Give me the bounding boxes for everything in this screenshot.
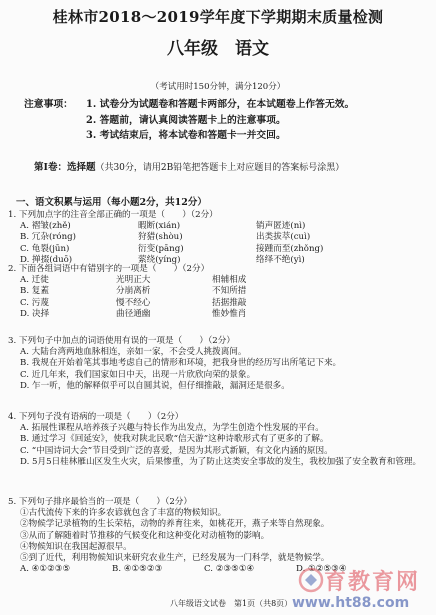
question-4 (8, 412, 428, 468)
option-cell: B. 复蓋 (20, 286, 49, 297)
option-row (8, 309, 428, 320)
question-3 (8, 336, 428, 392)
option: D. 5月5日桂林雁山区发生火灾，后果惨重，为了防止这类安全事故的发生，我校加强了安全教育和管理。 (20, 456, 422, 467)
watermark-url: www.ht88.com (292, 595, 410, 611)
page-footer (170, 598, 292, 609)
question-stem: 1. 下列加点字的注音全部正确的一项是（ ）（2分） (8, 210, 218, 220)
option-cell: 暇断(xián) (138, 221, 181, 232)
exam-title: 桂林市2018～2019学年度下学期期末质量检测 (52, 8, 384, 26)
question-stem: 4. 下列句子没有语病的一项是（ ）（2分） (8, 412, 184, 422)
notice-label: 注意事项： (24, 99, 73, 110)
sentence: ①古代流传下来的许多农谚就包含了丰富的物候知识。 (20, 508, 227, 519)
volume1-instruction: （共30分，请用2B铅笔把答题卡上对应题目的答案标号涂黑） (95, 163, 345, 173)
option-cell: B. 冗杂(róng) (20, 232, 76, 243)
sentence: ⑤到了近代，利用物候知识来研究农业生产，已经发展为一门科学，就是物候学。 (20, 553, 330, 564)
option: C. “中国诗词大会”节目受到广泛的喜爱，是因为其形式新颖，有文化内涵的原因。 (20, 445, 333, 456)
option: C. 近几年来，我们国家如日中天，出现一片欣欣向荣的景象。 (20, 369, 256, 380)
answer-option: D. ①②⑤③④ (296, 564, 347, 575)
answer-option: C. ②③⑤①④ (204, 564, 255, 575)
option-row (8, 232, 428, 243)
question-5 (8, 497, 428, 575)
question-stem: 2. 下面各组词语中有错别字的一项是（ ）（2分） (8, 264, 210, 274)
option-cell: 萦绕(yíng) (138, 254, 181, 265)
footer-label: 八年级语文试卷 (170, 599, 226, 608)
option-cell: C. 污蔑 (20, 297, 49, 308)
answer-option: B. ④①⑤②③ (112, 564, 163, 575)
option-cell: 慢不经心 (116, 297, 151, 308)
option-cell: 接踵而至(zhǒng) (256, 243, 324, 254)
answer-row (8, 564, 428, 575)
sentence: ③从而了解随着时节推移的气候变化和这种变化对动植物的影响。 (20, 530, 270, 541)
option-row (8, 298, 428, 309)
time-info: （考试用时150分钟，满分120分） (150, 82, 286, 92)
option-row (8, 286, 428, 297)
volume1-title: 第Ⅰ卷：选择题 (34, 162, 96, 173)
sentence: ④物候知识在我国起源很早。 (20, 541, 132, 552)
option: A. 大陆台湾两地血脉相连，亲如一家，不会受人挑拨离间。 (20, 347, 247, 358)
option-cell: A. 迁徙 (20, 275, 49, 286)
option: D. 乍一听，他的解释似乎可以自圆其说，但仔细推敲，漏洞还是很多。 (20, 380, 290, 391)
option: A. 拓展性课程从培养孩子兴趣与特长作为出发点，为学生创造个性发展的平台。 (20, 423, 324, 434)
notice-item: 3. 考试结束后，将本试卷和答题卡一并交回。 (86, 130, 286, 141)
option-cell: D. 掸掇(duō) (20, 254, 73, 265)
option-cell: 络绎不绝(yì) (256, 254, 305, 265)
watermark-text: 育教育网 (324, 570, 421, 595)
option-cell: 惟妙惟肖 (212, 308, 247, 319)
option-cell: 出类拔萃(cuì) (256, 232, 311, 243)
option-row (8, 221, 428, 232)
question-stem: 5. 下列句子排序最恰当的一项是（ ）（2分） (8, 497, 192, 507)
option-row (8, 244, 428, 255)
question-1 (8, 210, 428, 266)
option-cell: 狩猎(shòu) (138, 232, 183, 243)
option: B. 我规在开始着笔其事地考虑自己的情形和环境，把我身世的经历写出所笔记下来。 (20, 358, 342, 369)
option-cell: D. 决择 (20, 308, 50, 319)
sentence: ②物候学记录植物的生长荣枯，动物的养育往来，如桃花开，燕子来等自然现象。 (20, 519, 330, 530)
option-cell: C. 龟裂(jūn) (20, 243, 70, 254)
option-cell: 分崩离析 (116, 286, 151, 297)
option-cell: 不知所措 (212, 286, 247, 297)
volume1-heading (34, 159, 430, 173)
notice-item: 2. 答题前，请认真阅读答题卡上的注意事项。 (86, 114, 286, 126)
page-number: 第1页（共8页） (234, 599, 293, 608)
question-stem: 3. 下列句子中加点的词语使用有误的一项是（ ）（2分） (8, 336, 235, 346)
option-cell: 括据推敲 (212, 297, 247, 308)
answer-option: A. ④①②③⑤ (20, 564, 71, 575)
option: B. 通过学习《回延安》，使我对陕北民歌“信天游”这种诗歌形式有了更多的了解。 (20, 434, 329, 445)
part1-heading: 一、语文积累与运用（每小题2分，共12分） (16, 197, 207, 208)
question-2 (8, 264, 428, 320)
option-cell: A. 褶皱(zhě) (20, 221, 71, 232)
option-cell: 销声匿迹(nì) (256, 221, 306, 232)
option-cell: 衍变(pāng) (138, 243, 184, 254)
notice-item: 1. 试卷分为试题卷和答题卡两部分，在本试题卷上作答无效。 (86, 99, 355, 110)
option-cell: 相辅相成 (212, 275, 247, 286)
option-cell: 曲径通幽 (116, 308, 151, 319)
option-cell: 光明正大 (116, 275, 151, 286)
option-row (8, 275, 428, 286)
exam-subject: 八年级 语文 (167, 39, 269, 59)
